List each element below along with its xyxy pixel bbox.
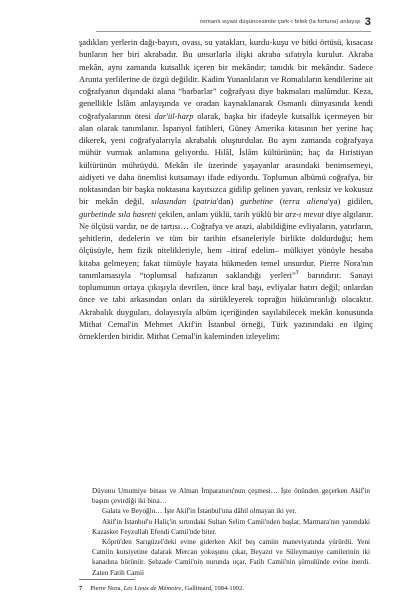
text-run: barındırır. Sanayi toplumunun ortaya çıkışıyla devrilen, önce kral başı, evliyalar hatırı değil; onlardan önce ve tabi arkasından onları da sürükleyerek toprağın hükümranlığı olacaktır. Akrabalık duyguları, dolayısıyla albüm içeriğinden sayılabilecek mekân konusunda Mithat Cemal'in Mehmet Akif'in İstanbul örneği, Türk yazınındaki en ilginç örneklerden biridir. Mithat Cemal'in kaleminden izleyelim: bbox=[79, 269, 374, 341]
footnote-book-title: Les Lieux de Mémoire bbox=[123, 585, 182, 592]
italic-term: dar'ül-harp bbox=[154, 110, 194, 121]
italic-term: arz-ı mevut bbox=[285, 208, 324, 219]
text-run: olarak, başka bir ifadeyle kutsallık içermeyen bir alan olarak tanımlanır. İspanyol fatihleri, Güney Amerika kıtasının her yerine haç dikerek, yeni coğrafyalarıyla akrabalık oluşturdular. Bu aynı zamanda coğrafyaya mühür vurmak anlamına geliyordu. Hilâl, İslâm kültürünün; haç da Hıristiyan kültürünün mührüydü. Mekân ile üzerinde yaşayanlar arasındaki benimsemeyi, aidiyeti ve daha önemlisi kutsamayı ifade ediyordu. Toplumun albümü coğrafya, bir noktasından bir başka noktasına kayıtsızca gidilip gelinen yavan, renksiz ve kokusuz bir mekân değil, bbox=[79, 110, 373, 207]
italic-term: patria bbox=[195, 196, 217, 207]
footnote-rule bbox=[79, 579, 135, 580]
quote-paragraph: Akif'in İstanbul'u Haliç'in sırtındaki Sultan Selim Camii'nden başlar, Marmara'nın yanındaki Kazasker Feyzullah Efendi Camii'nde biter. bbox=[92, 517, 370, 536]
footnote-publisher: , Gallimard, 1984-1992. bbox=[181, 585, 245, 592]
text-run: 'ya) gidilen, bbox=[327, 196, 373, 207]
text-run: ( bbox=[186, 196, 196, 207]
footnote-author: Pierre Nora, bbox=[90, 585, 124, 592]
page-number: 3 bbox=[364, 16, 371, 28]
footnote-number: 7 bbox=[79, 585, 83, 592]
body-paragraph bbox=[79, 36, 373, 342]
italic-term: gurbetinde bbox=[79, 208, 116, 219]
main-text bbox=[79, 36, 373, 342]
quote-paragraph: Düyunu Umumiye binası ve Alman İmparatoru'nun çeşmesi… İşte önünden geçerken Akif'in başını çevirdiği iki bina… bbox=[92, 487, 370, 506]
block-quote bbox=[92, 486, 370, 578]
footnote bbox=[79, 585, 373, 593]
italic-term: terra aliena bbox=[282, 196, 328, 207]
italic-term: gurbetine bbox=[240, 196, 273, 207]
running-title: osmanlı siyasi düşüncesinde çark-ı felek (la fortuna) anlayışı bbox=[199, 19, 361, 25]
italic-term: sıla hasreti bbox=[118, 208, 156, 219]
quote-paragraph: Köprü'den Sarıgüzel'deki evine giderken Akif beş camiin maneviyatında yürürdü. Yeni Camiin kutsiyetine dalarak Mercan yokuşunu çıkar, Beyazıt ve Süleymaniye camilerinin iki kanadına bürünür. Şehzade Camii'nin nurunda uçar, Fatih Camii'nin şümulünde evine inerdi. Zaten Fatih Camii bbox=[92, 538, 370, 577]
quote-paragraph: Galata ve Beyoğlu… İşte Akif'in İstanbul'una dâhil olmayan iki yer. bbox=[102, 507, 297, 516]
text-run: çekilen, anlam yüklü, tarih yüklü bir bbox=[155, 208, 286, 219]
text-run: diye algılanır. Ne ölçüsü vardır, ne de tartısı… Coğrafya ve arazi, alabildiğine evliyaların, yatırların, şehitlerin, dedelerin ve tüm bir tarihin efsaneleriyle birlikte doldurduğu; hem ölçüsüyle, hem fizik nitelikleriyle, hem –itiraf edelim– mülkiyet yönüyle hesaba kitaba gelmeyen; fakat tümüyle hayata hükmeden temel unsurdur. Pierre Nora'nın tanımlamasıyla “toplumsal hafızanın saklandığı yerleri” bbox=[79, 208, 374, 280]
header-rule bbox=[96, 31, 371, 32]
text-run: şadıkları yerlerin dağı-bayırı, ovası, su yatakları, kurdu-kuşu ve bitki örtüsü, kısacası bunların her biri akrabadır. Bu unsurlarla ilişki akraba sıfatıyla kurulur. Akraba mekân, aynı zamanda kutsallık içeren bir mekândır; tanıdık bir mekândır. Sadece Arunta yerlilerine de özgü değildir. Kadim Yunanlıların ve Romalıların kendilerine ait coğrafyanın dışındaki alana “barbarlar” coğrafyası diye bakmaları malûmdur. Keza, genellikle İslâm anlayışında ve oradan kaynaklanarak Osmanlı dünyasında kendi coğrafyalarının ötesi bbox=[79, 37, 373, 121]
text-run: ( bbox=[272, 196, 283, 207]
text-run: 'dan) bbox=[216, 196, 241, 207]
footnote-reference: 7 bbox=[295, 269, 299, 276]
running-header bbox=[96, 14, 371, 30]
italic-term: sılasından bbox=[151, 196, 187, 207]
